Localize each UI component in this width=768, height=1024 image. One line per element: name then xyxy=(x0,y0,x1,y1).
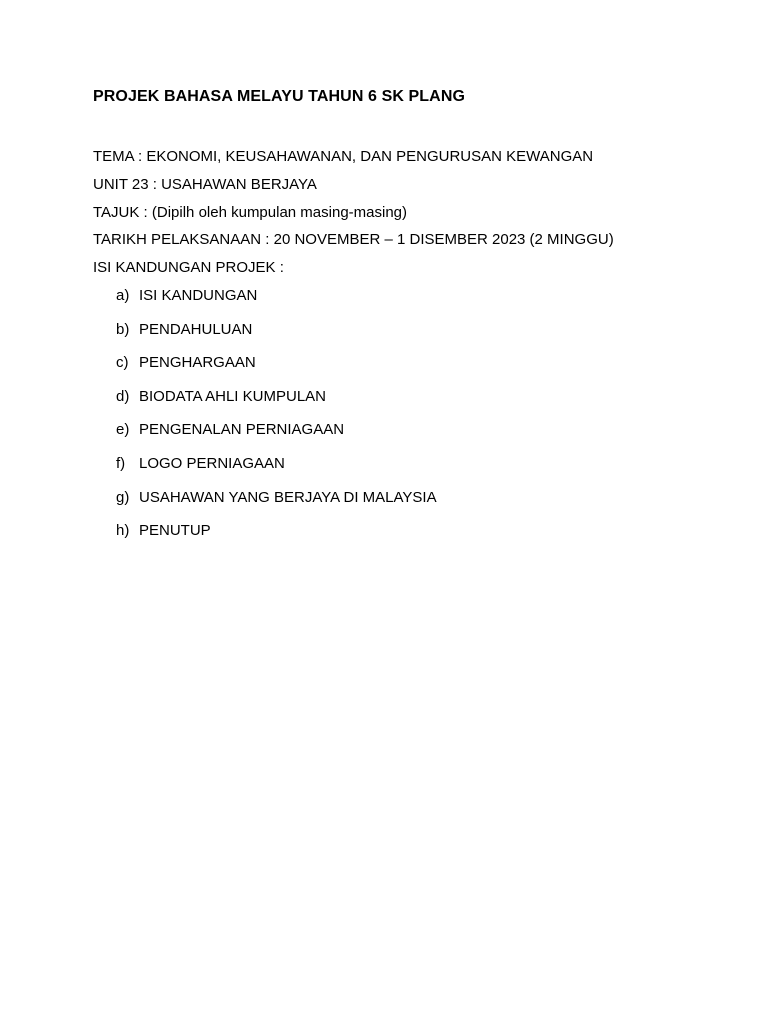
document-title: PROJEK BAHASA MELAYU TAHUN 6 SK PLANG xyxy=(93,88,466,105)
list-item xyxy=(116,320,437,340)
list-item-text: USAHAWAN YANG BERJAYA DI MALAYSIA xyxy=(139,488,437,506)
list-item-text: PENDAHULUAN xyxy=(139,320,253,338)
info-contents-heading: ISI KANDUNGAN PROJEK : xyxy=(93,259,284,277)
list-item xyxy=(116,353,437,373)
list-item-text: BIODATA AHLI KUMPULAN xyxy=(139,387,326,405)
list-item-text: LOGO PERNIAGAAN xyxy=(139,454,285,472)
list-item-text: PENGHARGAAN xyxy=(139,354,256,372)
list-item-marker: g) xyxy=(116,488,130,506)
list-item-marker: f) xyxy=(116,454,126,472)
list-item xyxy=(116,420,437,440)
list-item-marker: a) xyxy=(116,287,130,304)
info-theme: TEMA : EKONOMI, KEUSAHAWANAN, DAN PENGURUSAN KEWANGAN xyxy=(93,148,594,165)
list-item xyxy=(116,387,437,407)
contents-list xyxy=(116,286,437,555)
list-item-marker: h) xyxy=(116,522,130,540)
list-item-text: PENUTUP xyxy=(139,522,211,540)
list-item-marker: b) xyxy=(116,320,130,338)
list-item xyxy=(116,454,437,474)
list-item-marker: d) xyxy=(116,387,130,405)
list-item-text: PENGENALAN PERNIAGAAN xyxy=(139,421,345,439)
list-item xyxy=(116,286,437,306)
info-unit: UNIT 23 : USAHAWAN BERJAYA xyxy=(93,175,317,193)
list-item-text: ISI KANDUNGAN xyxy=(139,287,258,304)
info-date: TARIKH PELAKSANAAN : 20 NOVEMBER – 1 DISEMBER 2023 (2 MINGGU) xyxy=(93,231,614,249)
list-item xyxy=(116,521,437,541)
info-topic: TAJUK : (Dipilh oleh kumpulan masing-masing) xyxy=(93,203,408,221)
list-item-marker: e) xyxy=(116,421,130,439)
project-info xyxy=(93,147,614,286)
list-item xyxy=(116,488,437,508)
list-item-marker: c) xyxy=(116,354,129,372)
